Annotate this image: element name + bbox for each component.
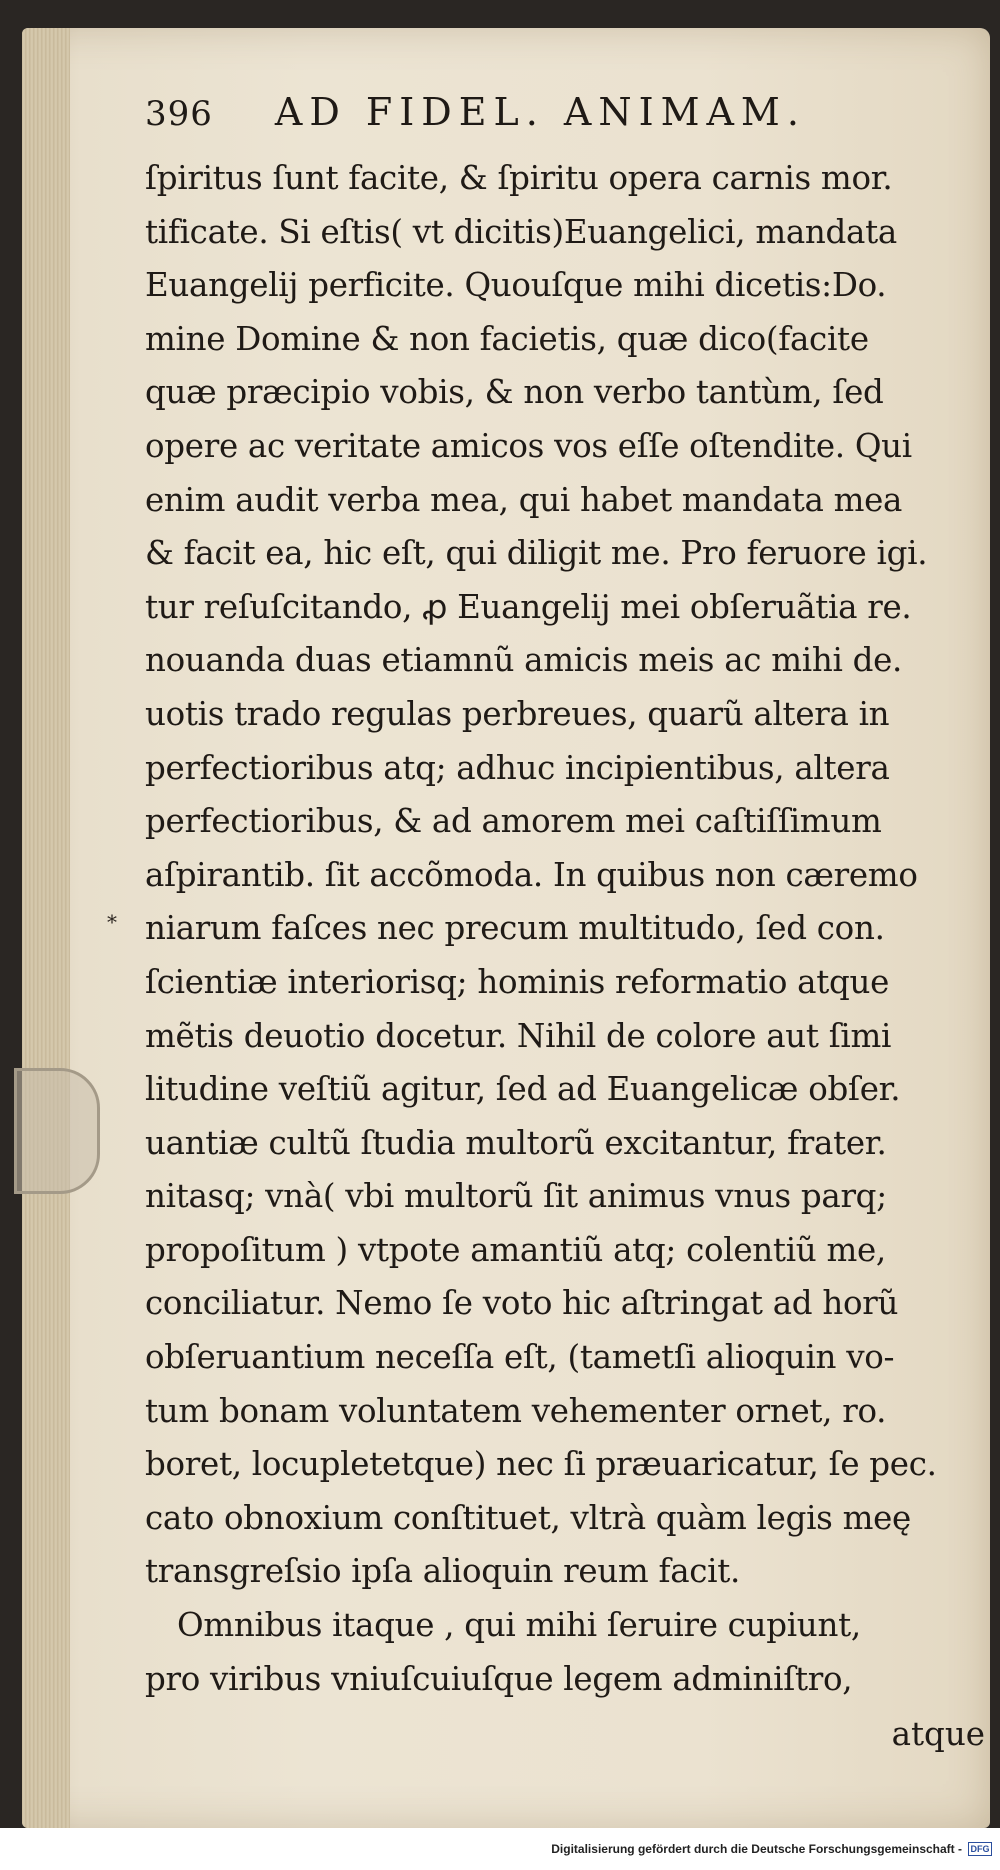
paragraph-1 [145,152,985,1599]
text-line: transgreſsio ipſa alioquin reum facit. [145,1552,741,1591]
text-line: ſpiritus ſunt facite, & ſpiritu opera carnis mor. [145,159,893,197]
catchword: atque [891,1715,985,1754]
text-line: Euangelij perficite. Quouſque mihi dicetis:Do. [145,266,887,305]
text-line: enim audit verba mea, qui habet mandata mea [145,480,903,519]
text-line: ſcientiæ interiorisq; hominis reformatio atque [145,962,890,1001]
text-line: boret, locupletetque) nec ſi præuaricatur, ſe pec. [145,1445,937,1484]
page-clip [14,1068,100,1194]
text-block [145,90,985,1762]
page-edge [22,28,70,1828]
text-line: conciliatur. Nemo ſe voto hic aſtringat ad horũ [145,1284,899,1323]
text-line: aſpirantib. ſit accõmoda. In quibus non cæremo [145,855,918,894]
marginal-mark: * [107,910,117,934]
text-line: tum bonam voluntatem vehementer ornet, ro. [145,1391,887,1430]
page-header [145,90,985,152]
text-line: obſeruantium neceſſa eſt, (tametſi alioquin vo- [145,1338,895,1377]
text-line: nitasq; vnà( vbi multorũ ſit animus vnus parq; [145,1177,887,1216]
text-line: opere ac veritate amicos vos eſſe oſtendite. Qui [145,426,912,465]
text-line: niarum faſces nec precum multitudo, ſed con. [145,909,885,948]
text-line: propoſitum ) vtpote amantiũ atq; colentiũ me, [145,1230,886,1269]
text-line: perfectioribus, & ad amorem mei caſtiſſimum [145,802,882,841]
text-line: litudine veſtiũ agitur, ſed ad Euangelicæ obſer. [145,1070,901,1109]
text-line: perfectioribus atq; adhuc incipientibus, altera [145,748,890,787]
text-line: mine Domine & non facietis, quæ dico(facite [145,319,869,358]
text-line: mẽtis deuotio docetur. Nihil de colore aut ſimi [145,1016,892,1055]
text-line: nouanda duas etiamnũ amicis meis ac mihi de. [145,641,903,680]
text-line: tificate. Si eſtis( vt dicitis)Euangelici, mandata [145,212,897,251]
paragraph-2 [145,1599,985,1706]
funding-credit: Digitalisierung gefördert durch die Deutsche Forschungsgemeinschaft - [551,1842,962,1856]
text-line: tur reſuſcitando, ꝓ Euangelij mei obſeruãtia re. [145,587,912,626]
text-line: quæ præcipio vobis, & non verbo tantùm, ſed [145,373,884,412]
text-line: uantiæ cultũ ſtudia multorũ excitantur, frater. [145,1123,887,1162]
text-line: & facit ea, hic eſt, qui diligit me. Pro feruore igi. [145,534,928,573]
text-line: cato obnoxium conſtituet, vltrà quàm legis meę [145,1498,911,1537]
text-line: pro viribus vniuſcuiuſque legem adminiſtro, [145,1659,853,1698]
page-number: 396 [145,94,213,134]
text-line: uotis trado regulas perbreues, quarũ altera in [145,694,890,733]
dfg-logo-icon: DFG [968,1842,992,1856]
text-line: Omnibus itaque , qui mihi ſeruire cupiunt, [177,1606,861,1645]
digitization-footer [0,1828,1000,1870]
running-head: AD FIDEL. ANIMAM. [274,90,806,134]
